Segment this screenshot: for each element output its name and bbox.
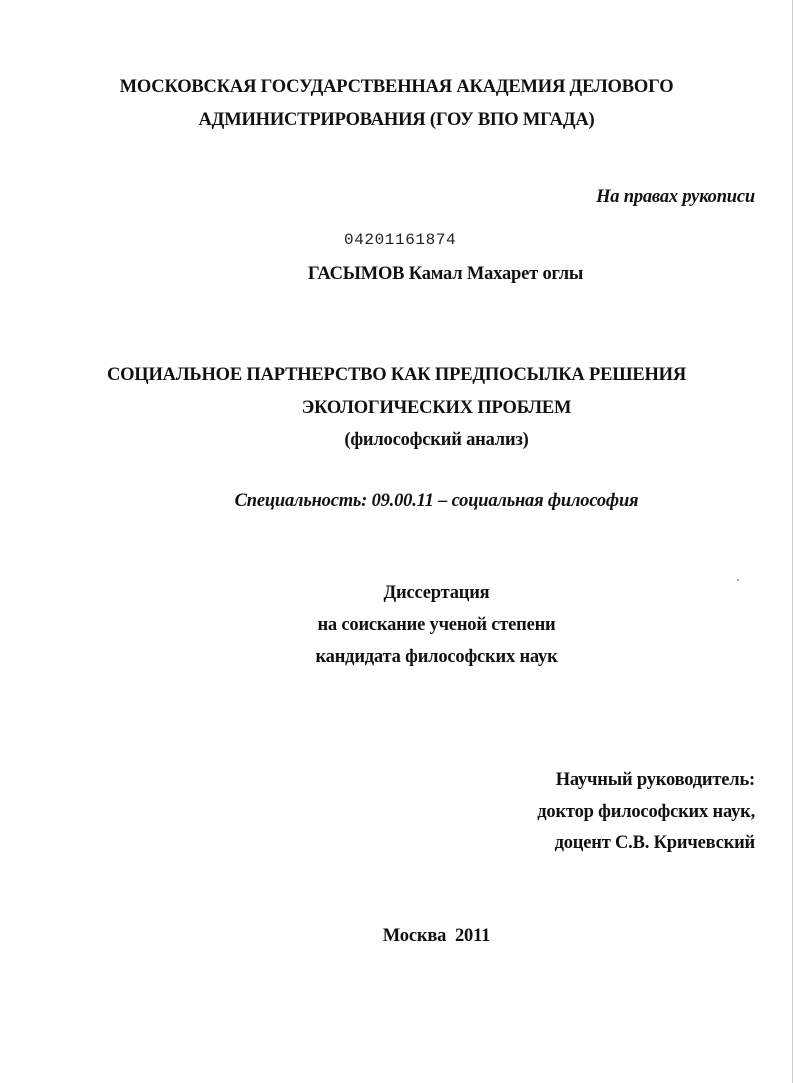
supervisor-label: Научный руководитель: — [555, 770, 755, 790]
title-subtitle: (философский анализ) — [344, 430, 529, 450]
place-year: Москва 2011 — [382, 926, 491, 946]
registration-number: 04201161874 — [344, 231, 457, 249]
title-line-1: СОЦИАЛЬНОЕ ПАРТНЕРСТВО КАК ПРЕДПОСЫЛКА РЕШЕНИЯ — [106, 365, 687, 385]
supervisor-name: доцент С.В. Кричевский — [554, 833, 755, 853]
specialty: Специальность: 09.00.11 – социальная философия — [234, 491, 639, 511]
work-type-line-2: на соискание ученой степени — [317, 615, 556, 635]
title-line-2: ЭКОЛОГИЧЕСКИХ ПРОБЛЕМ — [301, 398, 572, 418]
work-type-line-1: Диссертация — [383, 583, 490, 603]
institution-line-1: МОСКОВСКАЯ ГОСУДАРСТВЕННАЯ АКАДЕМИЯ ДЕЛОВОГО — [119, 77, 674, 97]
work-type-line-3: кандидата философских наук — [315, 647, 558, 667]
author-name: ГАСЫМОВ Камал Махарет оглы — [307, 264, 584, 284]
supervisor-degree: доктор философских наук, — [537, 802, 755, 822]
scan-speck — [737, 579, 739, 581]
manuscript-note: На правах рукописи — [596, 187, 755, 207]
institution-line-2: АДМИНИСТРИРОВАНИЯ (ГОУ ВПО МГАДА) — [198, 110, 595, 130]
